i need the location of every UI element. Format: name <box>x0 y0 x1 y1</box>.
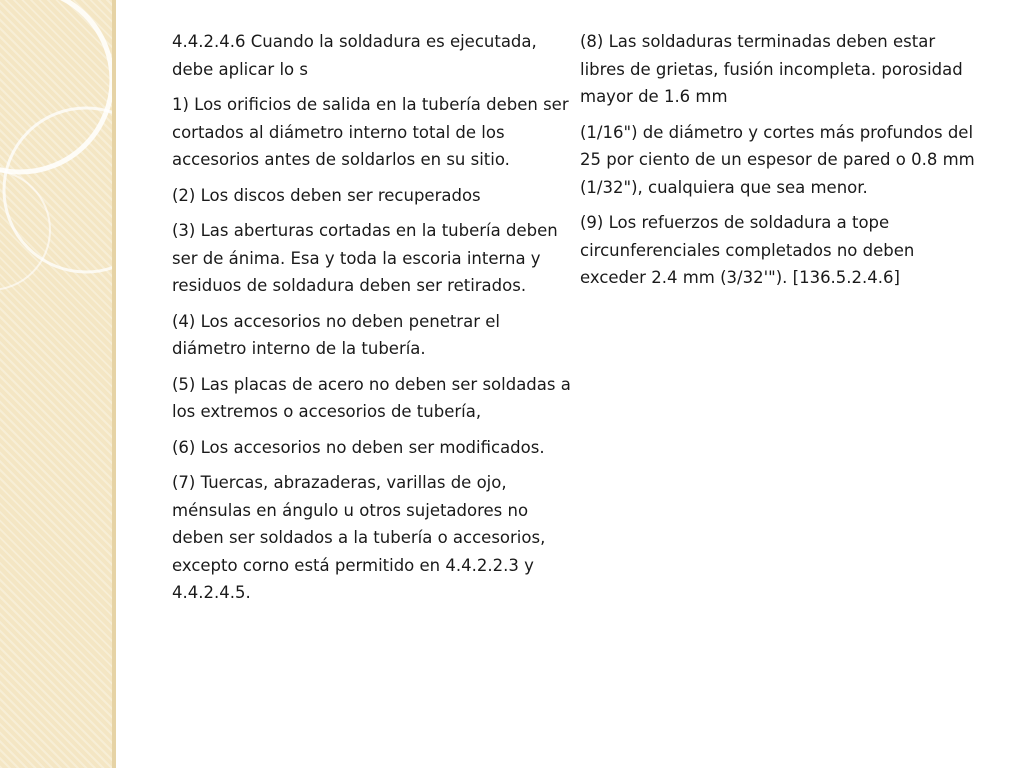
decorative-circles <box>0 0 112 768</box>
side-panel-edge <box>112 0 116 768</box>
paragraph-item-8: (8) Las soldaduras terminadas deben estar libres de grietas, fusión incompleta. porosidad mayor de 1.6 mm <box>580 32 963 106</box>
paragraph-item-9: (9) Los refuerzos de soldadura a tope circunferenciales completados no deben exceder 2.4 mm (3/32'"). [136.5.2.4.6] <box>580 213 915 287</box>
paragraph-item-5: (5) Las placas de acero no deben ser soldadas a los extremos o accesorios de tubería, <box>172 374 571 421</box>
decorative-side-panel <box>0 0 112 768</box>
paragraph-item-2: (2) Los discos deben ser recuperados <box>172 185 481 205</box>
right-text-column <box>580 28 985 300</box>
paragraph-item-3: (3) Las aberturas cortadas en la tubería deben ser de ánima. Esa y toda la escoria interna y residuos de soldadura deben ser retirados. <box>172 221 558 295</box>
paragraph-item-8-continued: (1/16") de diámetro y cortes más profundos del 25 por ciento de un espesor de pared o 0.8 mm (1/32"), cualquiera que sea menor. <box>580 122 975 197</box>
paragraph-item-4: (4) Los accesorios no deben penetrar el diámetro interno de la tubería. <box>172 311 500 358</box>
paragraph-item-7: (7) Tuercas, abrazaderas, varillas de ojo, ménsulas en ángulo u otros sujetadores no deben ser soldados a la tubería o accesorios, excepto corno está permitido en 4.4.2.2.3 y 4.4.2.4.5. <box>172 473 546 602</box>
decorative-circle-small <box>0 170 50 290</box>
paragraph-heading: 4.4.2.4.6 Cuando la soldadura es ejecutada, debe aplicar lo s <box>172 32 537 79</box>
left-text-column <box>172 28 576 615</box>
paragraph-item-6: (6) Los accesorios no deben ser modificados. <box>172 437 545 457</box>
paragraph-item-1: 1) Los orificios de salida en la tubería deben ser cortados al diámetro interno total de los accesorios antes de soldarlos en su sitio. <box>172 95 569 169</box>
